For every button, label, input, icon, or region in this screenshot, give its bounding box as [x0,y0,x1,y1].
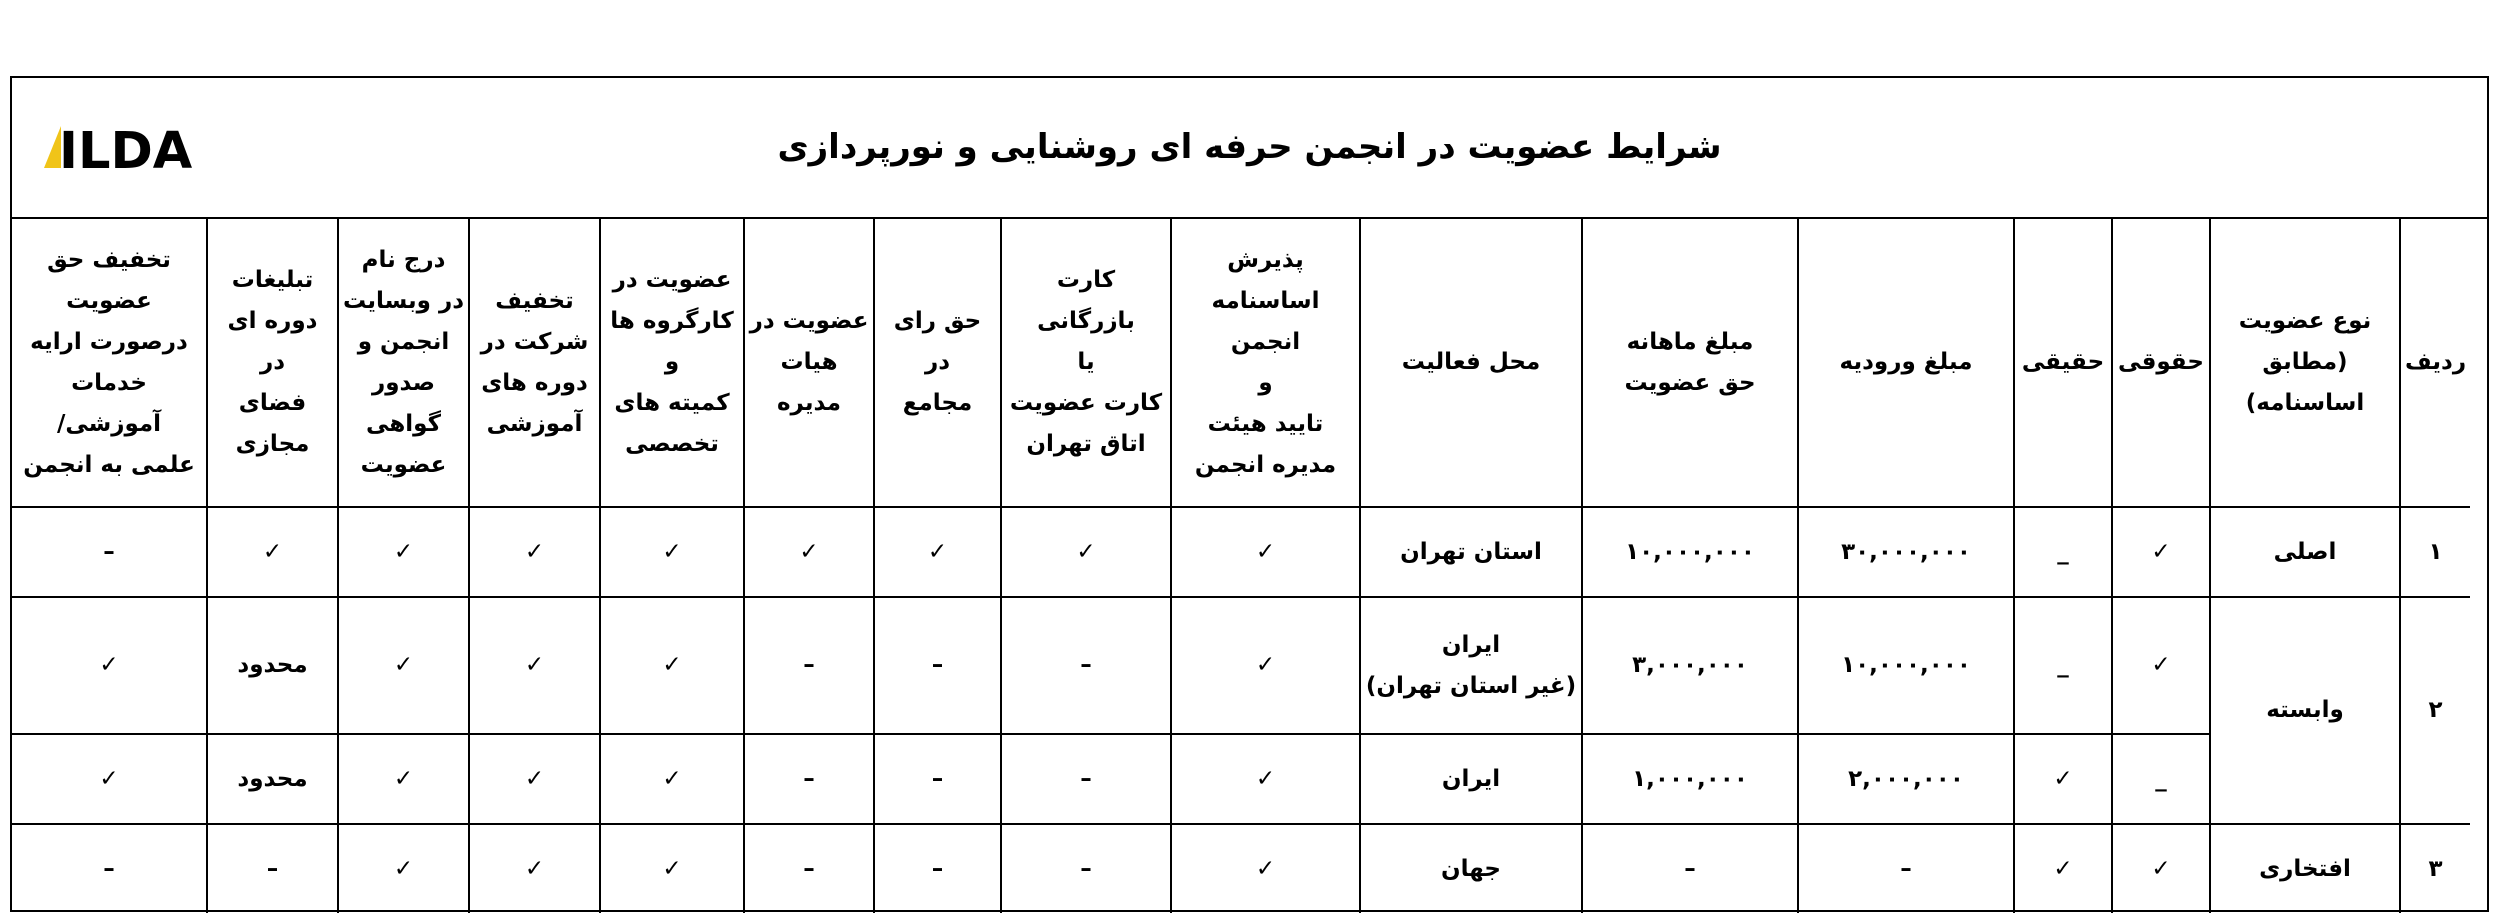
website-cell: ✓ [338,507,469,597]
logo-text: ILDA [59,124,193,170]
header-location: محل فعالیت [1360,218,1582,507]
legal-cell: ✓ [2112,597,2210,734]
table-row [12,507,2470,597]
entry-fee: ۱۰,۰۰۰,۰۰۰ [1798,597,2014,734]
bylaws-cell: ✓ [1171,507,1360,597]
legal-cell: ✓ [2112,507,2210,597]
table-row [12,824,2470,913]
board-cell: – [744,734,874,824]
header-membership-type: نوع عضویت (مطابق اساسنامه) [2210,218,2400,507]
vote-cell: – [874,734,1001,824]
bylaws-cell: ✓ [1171,734,1360,824]
ads-cell: محدود [207,734,338,824]
header-row-number: ردیف [2400,218,2470,507]
location: جهان [1360,824,1582,913]
fee-discount-cell: ✓ [12,734,207,824]
website-cell: ✓ [338,824,469,913]
real-cell: ✓ [2014,734,2112,824]
committees-cell: ✓ [600,734,744,824]
membership-type: افتخاری [2210,824,2400,913]
location: ایران [1360,734,1582,824]
header-committees: عضویت در کارگروه ها و کمیته های تخصصی [600,218,744,507]
membership-table [12,217,2470,913]
real-cell: _ [2014,597,2112,734]
website-cell: ✓ [338,734,469,824]
entry-fee: ۳۰,۰۰۰,۰۰۰ [1798,507,2014,597]
training-discount-cell: ✓ [469,824,600,913]
membership-type: وابسته [2210,597,2400,824]
header-fee-discount: تخفیف حق عضویت درصورت ارایه خدمات آموزشی/ علمی به انجمن [12,218,207,507]
header-trade-card: کارت بازرگانی یا کارت عضویت اتاق تهران [1001,218,1171,507]
committees-cell: ✓ [600,597,744,734]
page-title: شرایط عضویت در انجمن حرفه ای روشنایی و نورپردازی [777,127,1722,167]
training-discount-cell: ✓ [469,734,600,824]
training-discount-cell: ✓ [469,597,600,734]
committees-cell: ✓ [600,507,744,597]
monthly-fee: – [1582,824,1798,913]
table-row [12,597,2470,734]
header-website: درج نام در وبسایت انجمن و صدور گواهی عضویت [338,218,469,507]
header-row [12,218,2470,507]
header-vote: حق رای در مجامع [874,218,1001,507]
table-row [12,734,2470,824]
entry-fee: ۲,۰۰۰,۰۰۰ [1798,734,2014,824]
trade-card-cell: – [1001,597,1171,734]
entry-fee: – [1798,824,2014,913]
header-board: عضویت در هیات مدیره [744,218,874,507]
row-number: ۲ [2400,597,2470,824]
membership-type: اصلی [2210,507,2400,597]
vote-cell: – [874,597,1001,734]
board-cell: – [744,824,874,913]
board-cell: – [744,597,874,734]
location: استان تهران [1360,507,1582,597]
legal-cell: ✓ [2112,824,2210,913]
location: ایران (غیر استان تهران) [1360,597,1582,734]
legal-cell: _ [2112,734,2210,824]
ads-cell: ✓ [207,507,338,597]
membership-sheet [10,76,2489,912]
fee-discount-cell: – [12,824,207,913]
trade-card-cell: – [1001,824,1171,913]
ads-cell: – [207,824,338,913]
monthly-fee: ۱۰,۰۰۰,۰۰۰ [1582,507,1798,597]
fee-discount-cell: ✓ [12,597,207,734]
vote-cell: ✓ [874,507,1001,597]
header-entry-fee: مبلغ ورودیه [1798,218,2014,507]
row-number: ۱ [2400,507,2470,597]
header-legal: حقوقی [2112,218,2210,507]
bylaws-cell: ✓ [1171,597,1360,734]
monthly-fee: ۱,۰۰۰,۰۰۰ [1582,734,1798,824]
title-row [12,78,2487,219]
trade-card-cell: ✓ [1001,507,1171,597]
fee-discount-cell: – [12,507,207,597]
vote-cell: – [874,824,1001,913]
training-discount-cell: ✓ [469,507,600,597]
bylaws-cell: ✓ [1171,824,1360,913]
header-bylaws: پذیرش اساسنامه انجمن و تایید هیئت مدیره انجمن [1171,218,1360,507]
ads-cell: محدود [207,597,338,734]
header-real: حقیقی [2014,218,2112,507]
row-number: ۳ [2400,824,2470,913]
monthly-fee: ۳,۰۰۰,۰۰۰ [1582,597,1798,734]
real-cell: _ [2014,507,2112,597]
real-cell: ✓ [2014,824,2112,913]
trade-card-cell: – [1001,734,1171,824]
board-cell: ✓ [744,507,874,597]
website-cell: ✓ [338,597,469,734]
header-ads: تبلیغات دوره ای در فضای مجازی [207,218,338,507]
header-monthly-fee: مبلغ ماهانه حق عضویت [1582,218,1798,507]
header-training-discount: تخفیف شرکت در دوره های آموزشی [469,218,600,507]
committees-cell: ✓ [600,824,744,913]
